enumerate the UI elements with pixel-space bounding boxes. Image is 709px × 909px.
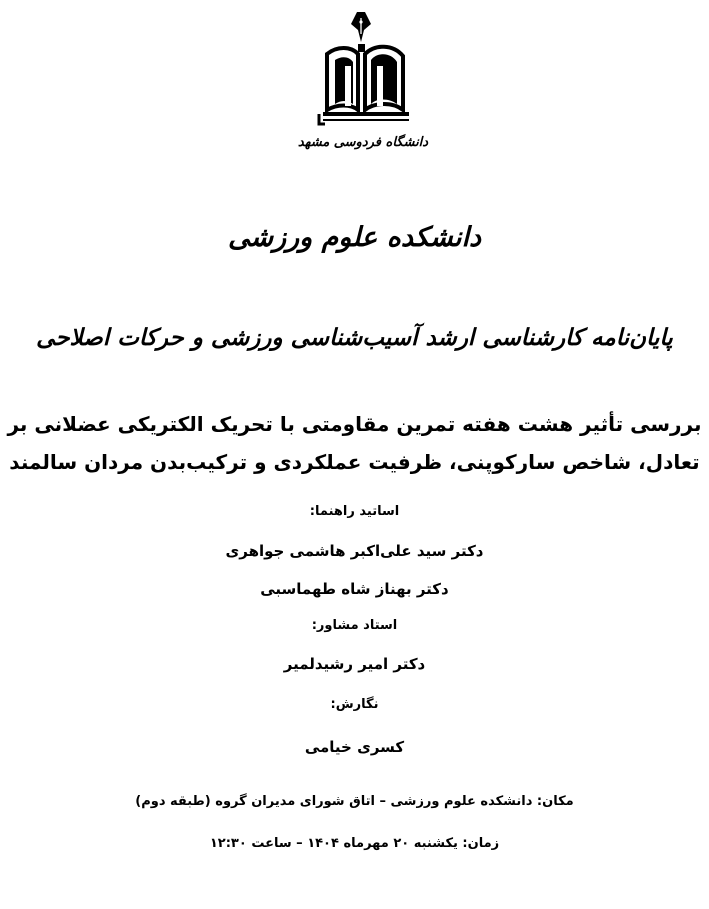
advisor-name: دکتر امیر رشیدلمیر xyxy=(283,655,426,673)
defense-location: مکان: دانشکده علوم ورزشی – اتاق شورای مدیران گروه (طبقه دوم) xyxy=(135,794,574,809)
faculty-name: دانشکده علوم ورزشی xyxy=(227,222,482,253)
defense-time: زمان: یکشنبه ۲۰ مهرماه ۱۴۰۴ – ساعت ۱۲:۳۰ xyxy=(209,836,500,851)
thesis-title-line-1: بررسی تأثیر هشت هفته تمرین مقاومتی با تحریک الکتریکی عضلانی بر xyxy=(7,412,702,436)
supervisor-name-2: دکتر بهناز شاه طهماسبی xyxy=(260,580,449,598)
supervisor-name-1: دکتر سید علی‌اکبر هاشمی جواهری xyxy=(225,542,484,560)
thesis-type: پایان‌نامه کارشناسی ارشد آسیب‌شناسی ورزشی و حرکات اصلاحی xyxy=(36,324,673,351)
author-name: کسری خیامی xyxy=(304,738,405,756)
advisor-label: استاد مشاور: xyxy=(311,618,398,633)
emblem-caption: دانشگاه فردوسی مشهد xyxy=(297,135,429,150)
author-label: نگارش: xyxy=(330,697,379,712)
thesis-title-line-2: تعادل، شاخص سارکوپنی، ظرفیت عملکردی و ترکیب‌بدن مردان سالمند xyxy=(9,450,700,474)
supervisors-label: اساتید راهنما: xyxy=(309,504,400,519)
ferdowsi-university-emblem-icon xyxy=(297,10,429,160)
university-emblem-graphic xyxy=(297,10,429,160)
